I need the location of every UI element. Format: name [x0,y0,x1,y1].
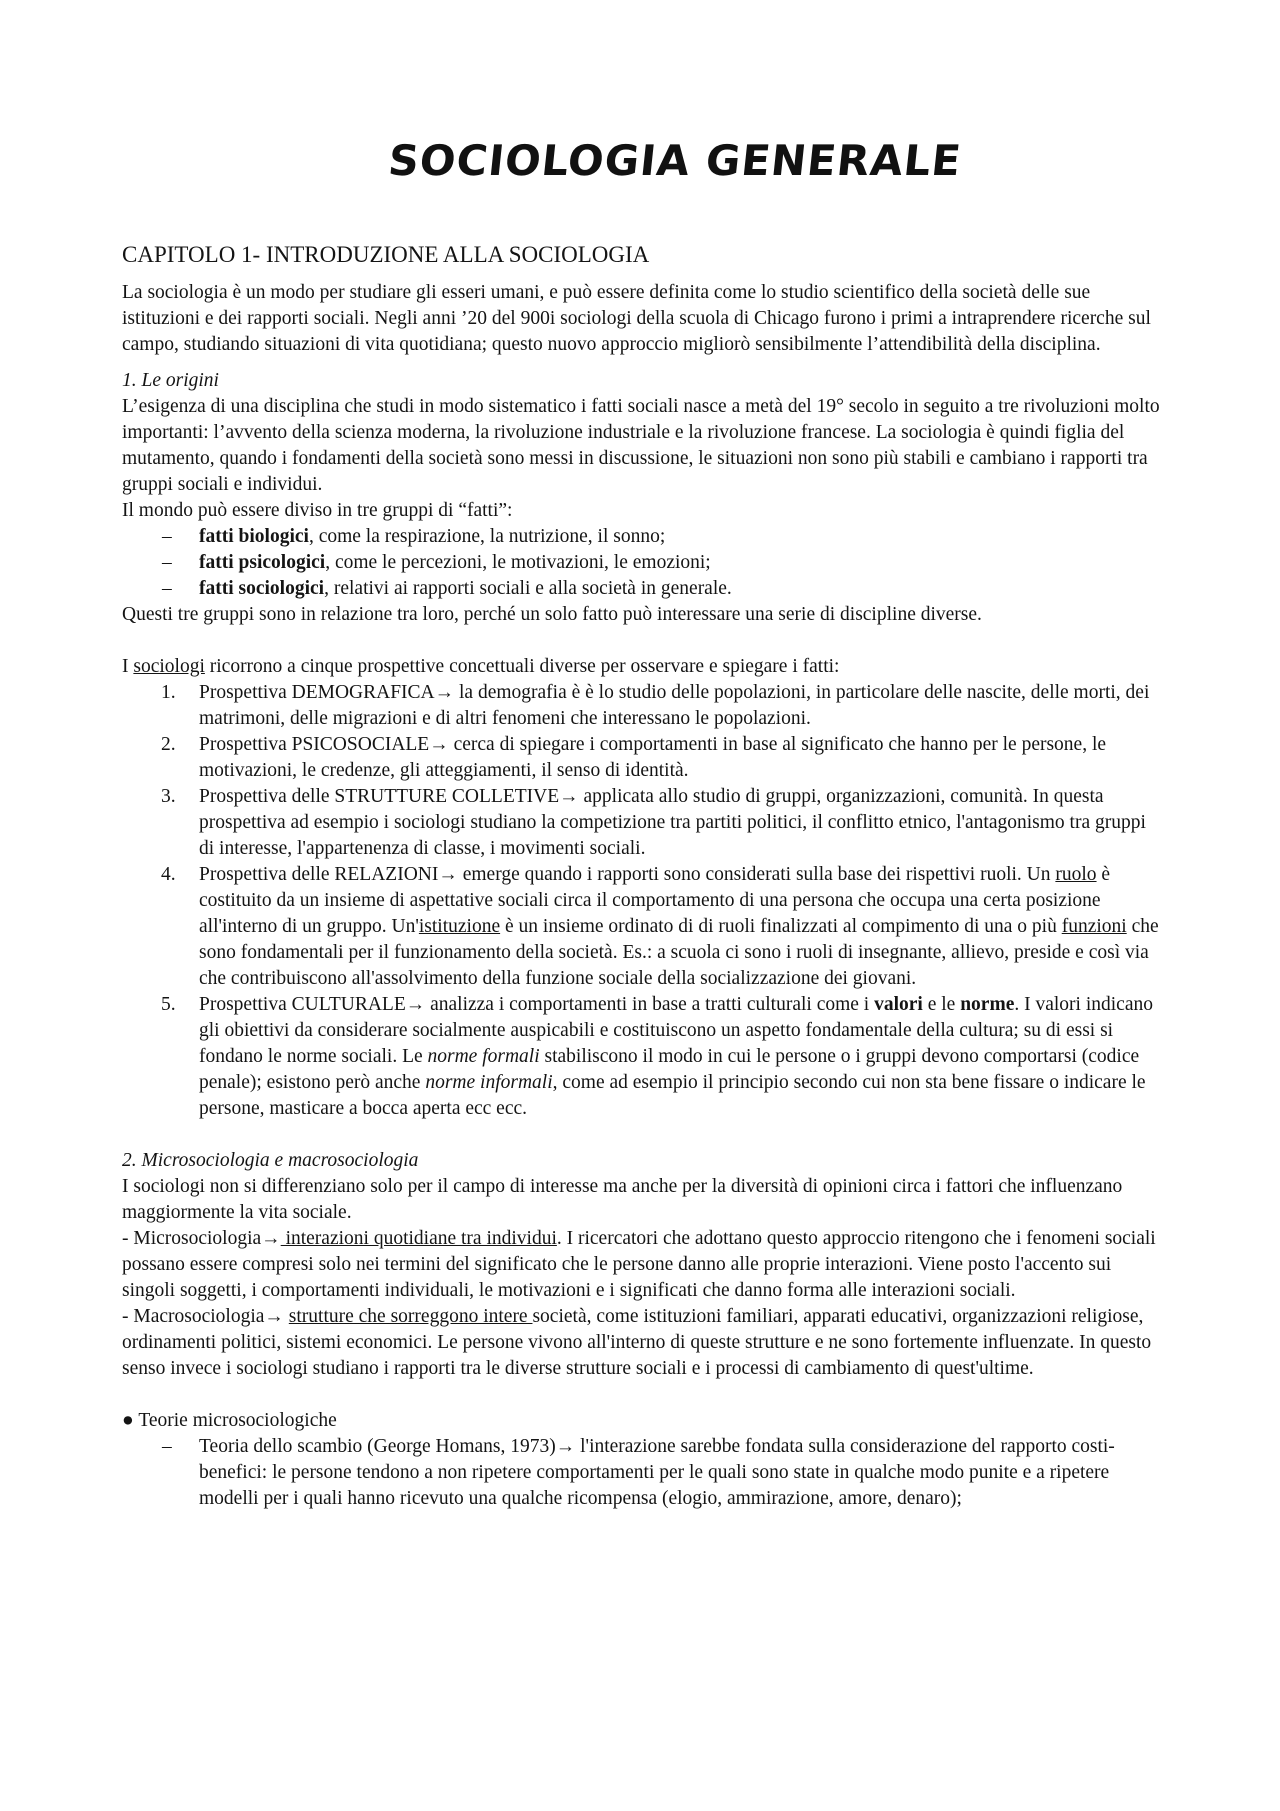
list-text: Prospettiva DEMOGRAFICA→ la demografia è è lo studio delle popolazioni, in particolare delle nascite, delle morti, dei matrimoni, delle migrazioni e di altri fenomeni che interessano le popolazioni. [199,682,1150,729]
underlined-term: ruolo [1055,864,1097,885]
text-segment: I [122,656,134,677]
text-segment: Prospettiva CULTURALE→ analizza i comportamenti in base a tratti culturali come i [199,994,875,1015]
list-number: 1. [161,682,176,703]
list-item [122,862,1162,992]
macrosociologia-paragraph [122,1304,1162,1382]
bullet-icon: ● [122,1410,134,1431]
groups-intro: Il mondo può essere diviso in tre gruppi di “fatti”: [122,500,513,521]
prospettive-list [122,680,1162,1122]
list-text: Prospettiva PSICOSOCIALE→ cerca di spiegare i comportamenti in base al significato che hanno per le persone, le motivazioni, le credenze, gli atteggiamenti, il senso di identità. [199,734,1107,781]
bold-term: valori [874,994,923,1015]
chapter-heading: CAPITOLO 1- INTRODUZIONE ALLA SOCIOLOGIA [122,242,650,267]
text-segment: . I ricercatori che adottano questo approccio ritengono che i fenomeni sociali possano essere compresi solo nei termini del significato che le persone danno alle proprie interazioni. Viene posto l'accento sui singoli soggetti, i comportamenti individuali, le motivazioni e i significati che danno forma alle interazioni sociali. [122,1228,1156,1301]
teorie-heading [122,1408,1162,1434]
underlined-term: istituzione [418,916,501,937]
list-term: fatti biologici [199,526,309,547]
underlined-term: sociologi [133,656,205,677]
document-title: SOCIOLOGIA GENERALE [386,136,964,185]
text-segment: è un insieme ordinato di di ruoli finalizzati al compimento di una o più [500,916,1062,937]
list-term: fatti sociologici [199,578,325,599]
list-text: , relativi ai rapporti sociali e alla società in generale. [324,578,732,599]
underlined-term: strutture che sorreggono intere [288,1306,533,1327]
list-item [122,992,1162,1122]
micro-macro-paragraph: I sociologi non si differenziano solo per il campo di interesse ma anche per la diversità di opinioni circa i fattori che influenzano maggiormente la vita sociale. [122,1176,1123,1223]
text-segment: . I valori indicano gli obiettivi da considerare socialmente auspicabili e costituiscono un aspetto fondamentale della cultura; su di essi si fondano le norme sociali. Le [199,994,1153,1067]
bold-term: norme [960,994,1015,1015]
text-segment: , come ad esempio il principio secondo cui non sta bene fissare o indicare le persone, masticare a bocca aperta ecc ecc. [199,1072,1146,1119]
text-segment: Prospettiva delle RELAZIONI→ emerge quando i rapporti sono considerati sulla base dei rispettivi ruoli. Un [199,864,1056,885]
text-segment: ricorrono a cinque prospettive concettuali diverse per osservare e spiegare i fatti: [204,656,840,677]
underlined-term: interazioni quotidiane tra individui [280,1228,557,1249]
list-item [122,1434,1162,1512]
section-heading-micro-macro: 2. Microsociologia e macrosociologia [122,1150,419,1171]
prospettive-intro [122,654,1162,680]
list-item [122,550,1162,576]
dash-bullet: – [162,526,172,547]
text-segment: che sono fondamentali per il funzionamento della società. Es.: a scuola ci sono i ruoli di insegnante, allievo, preside e così via che contribuiscono all'assolvimento della funzione sociale della socializzazione dei giovani. [199,916,1159,989]
dash-bullet: – [162,1436,172,1457]
document-body [122,240,1162,1512]
list-text: Prospettiva delle STRUTTURE COLLETIVE→ applicata allo studio di gruppi, organizzazioni, comunità. In questa prospettiva ad esempio i sociologi studiano la competizione tra partiti politici, il conflitto etnico, l'antagonismo tra gruppi di interesse, l'appartenenza di classe, i movimenti sociali. [199,786,1146,859]
list-term: fatti psicologici [199,552,326,573]
underlined-term: funzioni [1061,916,1127,937]
text-segment: stabiliscono il modo in cui le persone o i gruppi devono comportarsi (codice penale); esistono però anche [199,1046,1140,1093]
text-segment: - Microsociologia→ [122,1228,281,1249]
text-segment: è costituito da un insieme di aspettative sociali circa il comportamento di una persona che occupa una certa posizione all'interno di un gruppo. Un' [199,864,1111,937]
intro-paragraph: La sociologia è un modo per studiare gli esseri umani, e può essere definita come lo studio scientifico della società delle sue istituzioni e dei rapporti sociali. Negli anni ’20 del 900i sociologi della scuola di Chicago furono i primi a intraprendere ricerche sul campo, studiando situazioni di vita quotidiana; questo nuovo approccio migliorò sensibilmente l’attendibilità della disciplina. [122,282,1151,355]
dash-bullet: – [162,578,172,599]
groups-after: Questi tre gruppi sono in relazione tra loro, perché un solo fatto può interessare una serie di discipline diverse. [122,604,982,625]
teorie-list [122,1434,1162,1512]
origini-paragraph: L’esigenza di una disciplina che studi in modo sistematico i fatti sociali nasce a metà del 19° secolo in seguito a tre rivoluzioni molto importanti: l’avvento della scienza moderna, la rivoluzione industriale e la rivoluzione francese. La sociologia è quindi figlia del mutamento, quando i fondamenti della società sono messi in discussione, le situazioni non sono più stabili e cambiano i rapporti tra gruppi sociali e individui. [122,396,1160,495]
italic-term: norme informali [425,1072,553,1093]
list-text: , come la respirazione, la nutrizione, il sonno; [308,526,666,547]
list-item [122,524,1162,550]
teorie-heading-text: Teorie microsociologiche [138,1410,337,1431]
list-number: 3. [161,786,176,807]
list-item [122,576,1162,602]
list-number: 4. [161,864,176,885]
list-item [122,784,1162,862]
list-item [122,732,1162,784]
text-segment: - Macrosociologia→ [122,1306,289,1327]
text-segment: società, come istituzioni familiari, apparati educativi, organizzazioni religiose, ordinamenti politici, sistemi economici. Le persone vivono all'interno di queste strutture e ne sono fortemente influenzate. In questo senso invece i sociologi studiano i rapporti tra le diverse strutture sociali e i processi di cambiamento di quest'ultime. [122,1306,1152,1379]
microsociologia-paragraph [122,1226,1162,1304]
section-heading-origini: 1. Le origini [122,370,219,391]
list-number: 2. [161,734,176,755]
list-number: 5. [161,994,176,1015]
list-text: , come le percezioni, le motivazioni, le emozioni; [325,552,711,573]
fact-groups-list [122,524,1162,602]
list-item [122,680,1162,732]
text-segment: e le [922,994,961,1015]
dash-bullet: – [162,552,172,573]
list-text: Teoria dello scambio (George Homans, 1973)→ l'interazione sarebbe fondata sulla considerazione del rapporto costi-benefici: le persone tendono a non ripetere comportamenti per le quali sono state in qualche modo punite e a ripetere modelli per i quali hanno ricevuto una qualche ricompensa (elogio, ammirazione, amore, denaro); [199,1436,1115,1509]
italic-term: norme formali [427,1046,540,1067]
